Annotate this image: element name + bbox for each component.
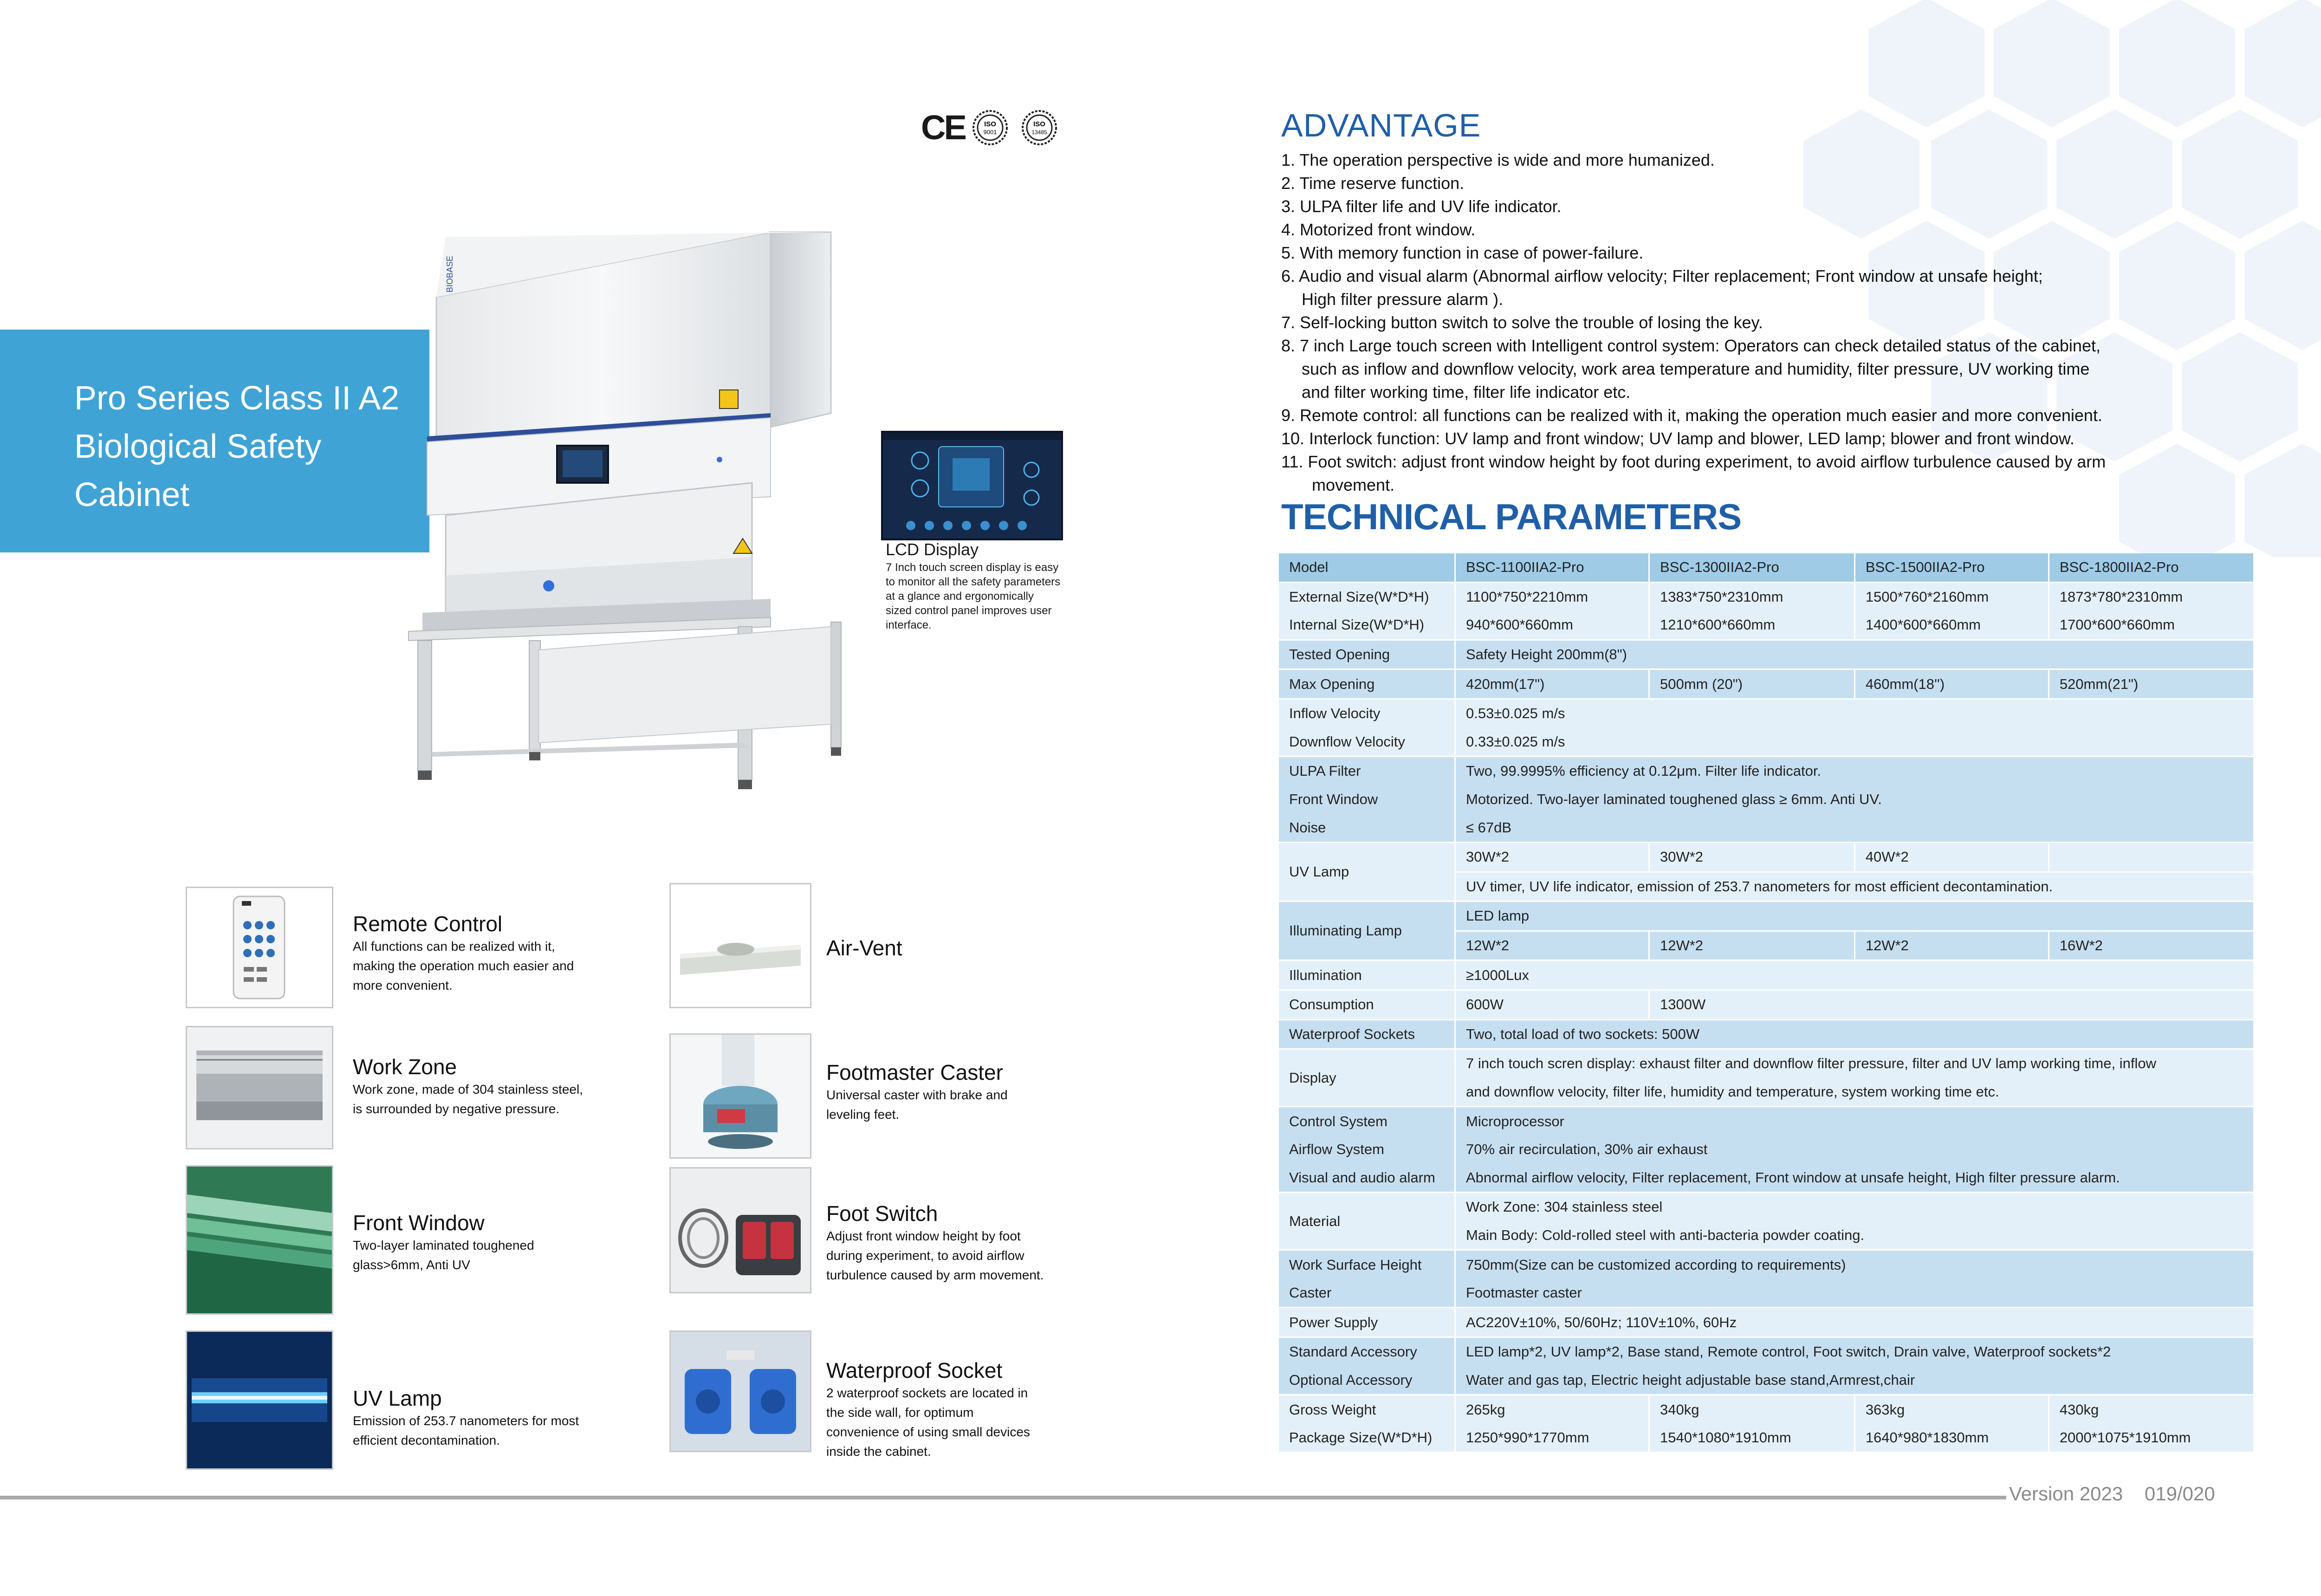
- param-label: Package Size(W*D*H): [1278, 1424, 1455, 1452]
- advantage-heading: ADVANTAGE: [1281, 107, 1481, 143]
- footer-divider: [0, 1496, 2006, 1499]
- feature-text-uv-lamp: Emission of 253.7 nanometers for most efficient decontamination.: [353, 1414, 579, 1447]
- param-label: ULPA Filter: [1278, 757, 1455, 785]
- feature-title-air-vent: Air-Vent: [826, 936, 902, 960]
- feature-text-front-window: Two-layer laminated toughened glass>6mm, Anti UV: [353, 1238, 534, 1272]
- param-label: Optional Accessory: [1278, 1366, 1455, 1395]
- value-cell: ≤ 67dB: [1455, 813, 2254, 842]
- value-cell: ≥1000Lux: [1455, 960, 2254, 990]
- technical-parameters-table: [1277, 553, 2253, 1452]
- param-label: UV Lamp: [1278, 842, 1455, 901]
- lcd-display-title: LCD Display: [886, 540, 979, 559]
- value-cell: Two, total load of two sockets: 500W: [1455, 1019, 2254, 1049]
- param-label: Waterproof Sockets: [1278, 1019, 1455, 1049]
- table-row: [1278, 611, 2254, 640]
- table-row: [1278, 728, 2254, 757]
- value-cell: 1640*980*1830mm: [1854, 1424, 2049, 1452]
- value-cell: 520mm(21"): [2049, 669, 2253, 699]
- value-cell: 12W*2: [1649, 931, 1855, 960]
- table-row: [1278, 960, 2254, 990]
- param-label: Visual and audio alarm: [1278, 1163, 1455, 1192]
- svg-text:9001: 9001: [983, 129, 997, 136]
- table-row: [1278, 1366, 2254, 1395]
- value-cell: 1100*750*2210mm: [1455, 582, 1649, 611]
- table-row: [1278, 582, 2254, 611]
- value-cell: 1383*750*2310mm: [1649, 582, 1855, 611]
- table-row: [1278, 1107, 2254, 1135]
- value-cell: UV timer, UV life indicator, emission of 253.7 nanometers for most efficient decontamination.: [1455, 872, 2254, 902]
- value-cell: 1250*990*1770mm: [1455, 1424, 1649, 1452]
- value-cell: Microprocessor: [1455, 1107, 2254, 1135]
- lcd-display-description: 7 Inch touch screen display is easy to monitor all the safety parameters at a glance and ergonomically sized control panel improves user interface.: [886, 561, 1061, 631]
- value-cell: 30W*2: [1649, 842, 1855, 872]
- value-cell: 600W: [1455, 990, 1649, 1019]
- value-cell: 500mm (20"): [1649, 669, 1855, 699]
- value-cell: Footmaster caster: [1455, 1279, 2254, 1308]
- table-row: [1278, 699, 2254, 727]
- advantage-item-6-cont: High filter pressure alarm ).: [1302, 290, 1504, 309]
- value-cell: 1500*760*2160mm: [1854, 582, 2049, 611]
- param-label: Tested Opening: [1278, 640, 1455, 669]
- svg-text:ISO: ISO: [984, 120, 996, 128]
- param-label: Illumination: [1278, 960, 1455, 990]
- param-label: Illuminating Lamp: [1278, 902, 1455, 960]
- iso-9001-seal-logo: [972, 110, 1008, 146]
- value-cell: 2000*1075*1910mm: [2049, 1424, 2253, 1452]
- table-row: [1278, 1019, 2254, 1049]
- advantage-item-8-cont-1: such as inflow and downflow velocity, work area temperature and humidity, filter pressure, UV working time: [1302, 359, 2090, 378]
- biosafety-cabinet-illustration: [399, 223, 868, 873]
- value-cell: 363kg: [1854, 1395, 2049, 1424]
- foot-switch-photo: [669, 1167, 811, 1293]
- table-row: [1278, 757, 2254, 785]
- value-cell: 430kg: [2049, 1395, 2253, 1424]
- iso-13485-seal-logo: [1021, 110, 1057, 146]
- model-cell: BSC-1100IIA2-Pro: [1455, 553, 1649, 582]
- uv-lamp-photo: [186, 1330, 333, 1470]
- front-window-glass-photo: [186, 1165, 333, 1315]
- value-cell: LED lamp: [1455, 902, 2254, 931]
- value-cell: Motorized. Two-layer laminated toughened glass ≥ 6mm. Anti UV.: [1455, 785, 2254, 814]
- value-cell: 750mm(Size can be customized according to requirements): [1455, 1250, 2254, 1279]
- value-cell: Main Body: Cold-rolled steel with anti-bacteria powder coating.: [1455, 1221, 2254, 1250]
- work-zone-photo: [186, 1026, 333, 1149]
- value-cell: 30W*2: [1455, 842, 1649, 872]
- param-label: Work Surface Height: [1278, 1250, 1455, 1279]
- air-vent-photo: [669, 883, 811, 1008]
- param-label: Power Supply: [1278, 1308, 1455, 1337]
- ce-mark-logo: CE: [921, 108, 965, 147]
- param-label: Max Opening: [1278, 669, 1455, 699]
- table-row: [1278, 785, 2254, 814]
- svg-text:ISO: ISO: [1033, 120, 1045, 128]
- value-cell: 12W*2: [1455, 931, 1649, 960]
- value-cell: 940*600*660mm: [1455, 611, 1649, 640]
- feature-title-remote-control: Remote Control: [353, 912, 503, 936]
- value-cell: Abnormal airflow velocity, Filter replacement, Front window at unsafe height, High filter pressure alarm.: [1455, 1163, 2254, 1192]
- value-cell: 40W*2: [1854, 842, 2049, 872]
- version-page-number: Version 2023 019/020: [2009, 1483, 2215, 1505]
- table-row: [1278, 1337, 2254, 1366]
- feature-title-work-zone: Work Zone: [353, 1055, 457, 1079]
- title-banner: [0, 330, 429, 552]
- table-row: [1278, 1424, 2254, 1452]
- lcd-display-screenshot: [881, 431, 1063, 540]
- value-cell: Water and gas tap, Electric height adjustable base stand,Armrest,chair: [1455, 1366, 2254, 1395]
- value-cell: 0.53±0.025 m/s: [1455, 699, 2254, 727]
- table-row: [1278, 1279, 2254, 1308]
- advantage-item-6: 6. Audio and visual alarm (Abnormal airflow velocity; Filter replacement; Front window at unsafe height;: [1281, 266, 2043, 285]
- value-cell: 265kg: [1455, 1395, 1649, 1424]
- advantage-item-9: 9. Remote control: all functions can be realized with it, making the operation much easier and more convenient.: [1281, 406, 2102, 425]
- advantage-item-11: 11. Foot switch: adjust front window height by foot during experiment, to avoid airflow turbulence caused by arm: [1281, 452, 2106, 471]
- value-cell: 420mm(17"): [1455, 669, 1649, 699]
- advantage-item-1: 1. The operation perspective is wide and more humanized.: [1281, 150, 1715, 169]
- param-label: Control System: [1278, 1107, 1455, 1135]
- value-cell: 460mm(18''): [1854, 669, 2049, 699]
- param-label: Front Window: [1278, 785, 1455, 814]
- table-row: [1278, 902, 2254, 931]
- feature-title-uv-lamp: UV Lamp: [353, 1386, 442, 1410]
- advantage-item-8-cont-2: and filter working time, filter life indicator etc.: [1302, 383, 1631, 402]
- value-cell: 70% air recirculation, 30% air exhaust: [1455, 1135, 2254, 1164]
- value-cell: [2049, 842, 2253, 872]
- table-row: [1278, 553, 2254, 582]
- param-label: Airflow System: [1278, 1135, 1455, 1164]
- param-label: Caster: [1278, 1279, 1455, 1308]
- value-cell: AC220V±10%, 50/60Hz; 110V±10%, 60Hz: [1455, 1308, 2254, 1337]
- svg-text:13485: 13485: [1031, 129, 1047, 136]
- cabinet-brand-label: BIOBASE: [445, 255, 454, 292]
- param-label: Model: [1278, 553, 1455, 582]
- product-title-line-3: Cabinet: [74, 476, 190, 513]
- feature-title-front-window: Front Window: [353, 1211, 485, 1235]
- feature-text-work-zone: Work zone, made of 304 stainless steel, is surrounded by negative pressure.: [353, 1082, 583, 1116]
- param-label: Inflow Velocity: [1278, 699, 1455, 727]
- product-title-line-1: Pro Series Class II A2: [74, 380, 400, 417]
- technical-parameters-heading: TECHNICAL PARAMETERS: [1281, 496, 1742, 537]
- table-row: [1278, 669, 2254, 699]
- feature-text-waterproof-socket: 2 waterproof sockets are located in the side wall, for optimum convenience of using small devices inside the cabinet.: [826, 1386, 1030, 1459]
- param-label: Gross Weight: [1278, 1395, 1455, 1424]
- param-label: Standard Accessory: [1278, 1337, 1455, 1366]
- table-row: [1278, 1395, 2254, 1424]
- value-cell: 7 inch touch scren display: exhaust filter and downflow filter pressure, filter and UV lamp working time, inflow: [1455, 1049, 2254, 1078]
- table-row: [1278, 813, 2254, 842]
- table-row: [1278, 990, 2254, 1019]
- feature-text-remote-control: All functions can be realized with it, making the operation much easier and more convenient.: [353, 939, 574, 993]
- value-cell: Safety Height 200mm(8"): [1455, 640, 2254, 669]
- advantage-item-3: 3. ULPA filter life and UV life indicator.: [1281, 197, 1562, 216]
- value-cell: 1300W: [1649, 990, 2254, 1019]
- table-row: [1278, 842, 2254, 872]
- value-cell: 1700*600*660mm: [2049, 611, 2253, 640]
- table-row: [1278, 1163, 2254, 1192]
- table-row: [1278, 1193, 2254, 1221]
- model-cell: BSC-1800IIA2-Pro: [2049, 553, 2253, 582]
- value-cell: 1400*600*660mm: [1854, 611, 2049, 640]
- model-cell: BSC-1500IIA2-Pro: [1854, 553, 2049, 582]
- param-label: Noise: [1278, 813, 1455, 842]
- table-row: [1278, 1135, 2254, 1164]
- value-cell: Two, 99.9995% efficiency at 0.12μm. Filter life indicator.: [1455, 757, 2254, 785]
- advantage-item-10: 10. Interlock function: UV lamp and front window; UV lamp and blower, LED lamp; blower and front window.: [1281, 429, 2075, 448]
- param-label: Material: [1278, 1193, 1455, 1250]
- advantage-item-11-cont: movement.: [1312, 475, 1395, 494]
- advantage-item-4: 4. Motorized front window.: [1281, 220, 1476, 239]
- param-label: Consumption: [1278, 990, 1455, 1019]
- param-label: Downflow Velocity: [1278, 728, 1455, 757]
- param-label: Display: [1278, 1049, 1455, 1107]
- feature-title-waterproof-socket: Waterproof Socket: [826, 1358, 1003, 1382]
- advantage-item-5: 5. With memory function in case of power-failure.: [1281, 243, 1644, 262]
- product-title-line-2: Biological Safety: [74, 428, 322, 465]
- value-cell: 16W*2: [2049, 931, 2253, 960]
- value-cell: 0.33±0.025 m/s: [1455, 728, 2254, 757]
- param-label: Internal Size(W*D*H): [1278, 611, 1455, 640]
- remote-control-photo: [186, 887, 333, 1008]
- table-row: [1278, 1308, 2254, 1337]
- touchscreen-ui-graphic: [883, 433, 1061, 538]
- table-row: [1278, 1250, 2254, 1279]
- feature-title-foot-switch: Foot Switch: [826, 1201, 938, 1226]
- advantage-item-2: 2. Time reserve function.: [1281, 174, 1465, 193]
- feature-text-foot-switch: Adjust front window height by foot during experiment, to avoid airflow turbulence caused by arm movement.: [826, 1229, 1044, 1282]
- value-cell: Work Zone: 304 stainless steel: [1455, 1193, 2254, 1221]
- value-cell: LED lamp*2, UV lamp*2, Base stand, Remote control, Foot switch, Drain valve, Waterproof sockets*2: [1455, 1337, 2254, 1366]
- advantage-item-7: 7. Self-locking button switch to solve the trouble of losing the key.: [1281, 313, 1763, 332]
- table-row: [1278, 1049, 2254, 1078]
- feature-title-footmaster-caster: Footmaster Caster: [826, 1060, 1003, 1084]
- footmaster-caster-photo: [669, 1033, 811, 1159]
- table-row: [1278, 640, 2254, 669]
- value-cell: 340kg: [1649, 1395, 1855, 1424]
- feature-text-footmaster-caster: Universal caster with brake and leveling feet.: [826, 1088, 1008, 1122]
- value-cell: 1210*600*660mm: [1649, 611, 1855, 640]
- value-cell: 1540*1080*1910mm: [1649, 1424, 1855, 1452]
- advantage-item-8: 8. 7 inch Large touch screen with Intelligent control system: Operators can check detailed status of the cabinet,: [1281, 336, 2101, 355]
- value-cell: 1873*780*2310mm: [2049, 582, 2253, 611]
- model-cell: BSC-1300IIA2-Pro: [1649, 553, 1855, 582]
- param-label: External Size(W*D*H): [1278, 582, 1455, 611]
- value-cell: and downflow velocity, filter life, humidity and temperature, system working time etc.: [1455, 1078, 2254, 1107]
- waterproof-socket-photo: [669, 1330, 811, 1452]
- value-cell: 12W*2: [1854, 931, 2049, 960]
